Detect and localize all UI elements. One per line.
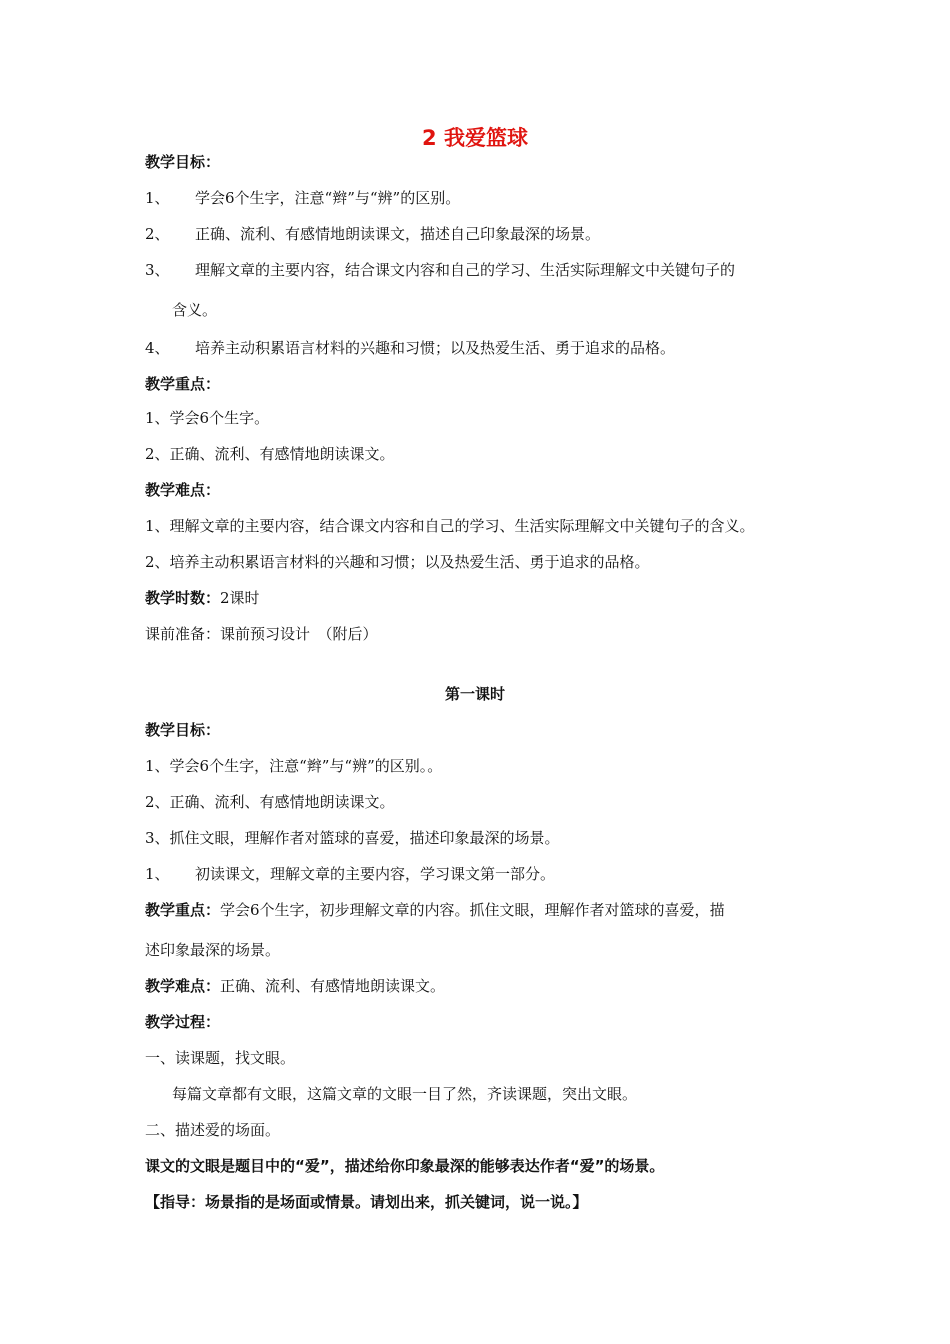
lesson-1-key-label: 教学重点： (145, 901, 221, 919)
goal-num: 4、 (145, 339, 170, 357)
goal-item-4 (145, 338, 675, 358)
goal-num: 1、 (145, 865, 170, 883)
goal-item-3-cont: 含义。 (172, 301, 218, 319)
goal-item-1 (145, 188, 460, 208)
goal-text: 学会6个生字，注意“辫”与“辨”的区别。 (195, 189, 461, 207)
document-title: 2 我爱篮球 (422, 126, 528, 150)
lesson-1-extra-goal (145, 864, 555, 884)
lesson-emphasis-line: 课文的文眼是题目中的“爱”，描述给你印象最深的能够表达作者“爱”的场景。 (145, 1157, 665, 1175)
goal-text: 理解文章的主要内容，结合课文内容和自己的学习、生活实际理解文中关键句子的 (195, 261, 736, 279)
lesson-1-key-points (145, 900, 725, 920)
difficulties-heading: 教学难点： (145, 481, 221, 499)
class-hours-label: 教学时数： (145, 589, 221, 607)
goal-text: 初读课文，理解文章的主要内容，学习课文第一部分。 (195, 865, 556, 883)
goal-num: 2、 (145, 225, 170, 243)
difficulty-item: 1、理解文章的主要内容，结合课文内容和自己的学习、生活实际理解文中关键句子的含义。 (145, 517, 755, 535)
goal-text: 正确、流利、有感情地朗读课文，描述自己印象最深的场景。 (195, 225, 601, 243)
class-hours (145, 588, 260, 608)
process-step-1-detail: 每篇文章都有文眼，这篇文章的文眼一目了然，齐读课题，突出文眼。 (172, 1085, 638, 1103)
key-point-item: 1、学会6个生字。 (145, 409, 270, 427)
key-points-heading: 教学重点： (145, 375, 221, 393)
process-heading: 教学过程： (145, 1013, 221, 1031)
lesson-1-diff-text: 正确、流利、有感情地朗读课文。 (220, 977, 446, 995)
goal-num: 1、 (145, 189, 170, 207)
class-hours-value: 2课时 (220, 589, 260, 607)
lesson-1-goal: 3、抓住文眼，理解作者对篮球的喜爱，描述印象最深的场景。 (145, 829, 560, 847)
lesson-1-goals-heading: 教学目标： (145, 721, 221, 739)
lesson-1-heading: 第一课时 (444, 685, 505, 703)
goals-heading: 教学目标： (145, 153, 221, 171)
lesson-1-key-text: 学会6个生字，初步理解文章的内容。抓住文眼，理解作者对篮球的喜爱，描 (220, 901, 725, 919)
class-prep: 课前准备：课前预习设计 （附后） (145, 625, 378, 643)
key-point-item: 2、正确、流利、有感情地朗读课文。 (145, 445, 395, 463)
lesson-1-goal: 2、正确、流利、有感情地朗读课文。 (145, 793, 395, 811)
guidance-note: 【指导：场景指的是场面或情景。请划出来，抓关键词，说一说。】 (145, 1193, 588, 1211)
lesson-1-diff-label: 教学难点： (145, 977, 221, 995)
goal-text: 培养主动积累语言材料的兴趣和习惯；以及热爱生活、勇于追求的品格。 (195, 339, 676, 357)
goal-item-2 (145, 224, 600, 244)
difficulty-item: 2、培养主动积累语言材料的兴趣和习惯；以及热爱生活、勇于追求的品格。 (145, 553, 650, 571)
lesson-1-key-text-cont: 述印象最深的场景。 (145, 941, 281, 959)
lesson-1-difficulty (145, 976, 445, 996)
goal-num: 3、 (145, 261, 170, 279)
process-step-2: 二、描述爱的场面。 (145, 1121, 281, 1139)
process-step-1: 一、读课题，找文眼。 (145, 1049, 296, 1067)
lesson-1-goal: 1、学会6个生字，注意“辫”与“辨”的区别。。 (145, 757, 443, 775)
goal-item-3 (145, 260, 735, 280)
